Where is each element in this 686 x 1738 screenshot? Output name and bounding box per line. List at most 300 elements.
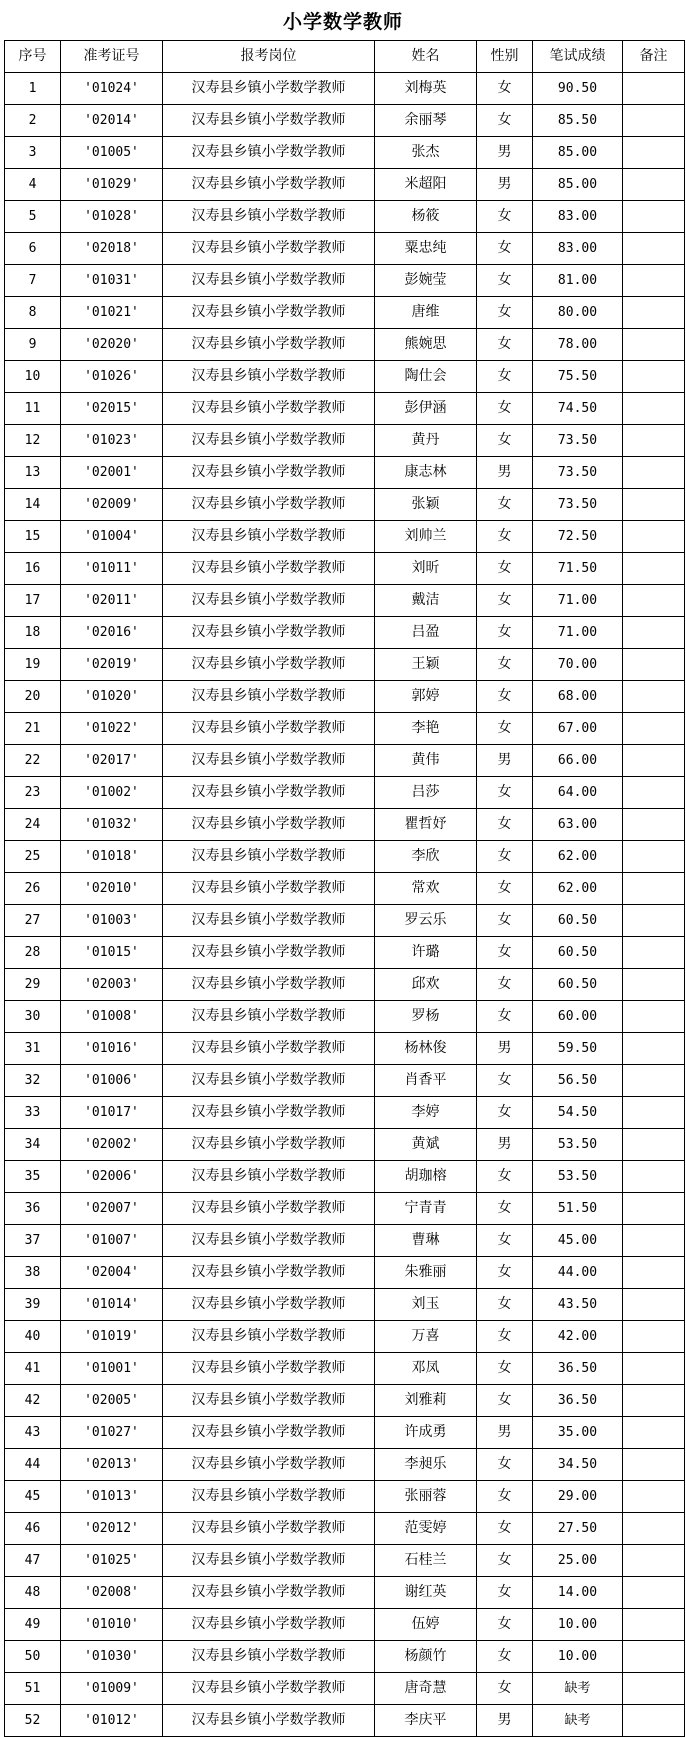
cell-index: 38	[5, 1257, 61, 1289]
cell-remarks	[623, 329, 685, 361]
cell-gender: 女	[477, 873, 533, 905]
cell-score: 85.00	[533, 137, 623, 169]
cell-ticket-number: '02005'	[61, 1385, 163, 1417]
cell-remarks	[623, 265, 685, 297]
table-row	[5, 1289, 685, 1321]
cell-index: 2	[5, 105, 61, 137]
cell-remarks	[623, 873, 685, 905]
cell-ticket-number: '02002'	[61, 1129, 163, 1161]
cell-score: 74.50	[533, 393, 623, 425]
cell-score: 54.50	[533, 1097, 623, 1129]
cell-remarks	[623, 1257, 685, 1289]
table-row	[5, 1417, 685, 1449]
table-row	[5, 969, 685, 1001]
cell-gender: 女	[477, 553, 533, 585]
cell-name: 黄伟	[375, 745, 477, 777]
cell-gender: 男	[477, 1705, 533, 1737]
cell-post: 汉寿县乡镇小学数学教师	[163, 809, 375, 841]
table-row	[5, 265, 685, 297]
cell-name: 郭婷	[375, 681, 477, 713]
table-row	[5, 1129, 685, 1161]
cell-post: 汉寿县乡镇小学数学教师	[163, 1001, 375, 1033]
cell-gender: 女	[477, 585, 533, 617]
table-row	[5, 1321, 685, 1353]
cell-index: 33	[5, 1097, 61, 1129]
cell-post: 汉寿县乡镇小学数学教师	[163, 1641, 375, 1673]
cell-ticket-number: '01021'	[61, 297, 163, 329]
cell-index: 40	[5, 1321, 61, 1353]
cell-gender: 男	[477, 1033, 533, 1065]
cell-ticket-number: '02013'	[61, 1449, 163, 1481]
cell-name: 杨林俊	[375, 1033, 477, 1065]
cell-remarks	[623, 1161, 685, 1193]
cell-name: 李昶乐	[375, 1449, 477, 1481]
cell-name: 李婷	[375, 1097, 477, 1129]
table-row	[5, 1065, 685, 1097]
cell-index: 22	[5, 745, 61, 777]
cell-name: 陶仕会	[375, 361, 477, 393]
cell-ticket-number: '01017'	[61, 1097, 163, 1129]
cell-score: 73.50	[533, 425, 623, 457]
cell-score: 10.00	[533, 1641, 623, 1673]
cell-remarks	[623, 361, 685, 393]
cell-ticket-number: '02016'	[61, 617, 163, 649]
cell-score: 68.00	[533, 681, 623, 713]
cell-index: 11	[5, 393, 61, 425]
cell-index: 45	[5, 1481, 61, 1513]
cell-index: 28	[5, 937, 61, 969]
cell-post: 汉寿县乡镇小学数学教师	[163, 1065, 375, 1097]
header-index: 序号	[5, 41, 61, 73]
cell-score: 53.50	[533, 1129, 623, 1161]
cell-score: 43.50	[533, 1289, 623, 1321]
cell-index: 26	[5, 873, 61, 905]
cell-post: 汉寿县乡镇小学数学教师	[163, 1673, 375, 1705]
table-row	[5, 1481, 685, 1513]
cell-post: 汉寿县乡镇小学数学教师	[163, 1481, 375, 1513]
cell-post: 汉寿县乡镇小学数学教师	[163, 393, 375, 425]
cell-name: 彭婉莹	[375, 265, 477, 297]
cell-score: 45.00	[533, 1225, 623, 1257]
cell-name: 米超阳	[375, 169, 477, 201]
cell-score: 62.00	[533, 841, 623, 873]
table-row	[5, 1609, 685, 1641]
cell-ticket-number: '01005'	[61, 137, 163, 169]
cell-score: 67.00	[533, 713, 623, 745]
cell-name: 许成勇	[375, 1417, 477, 1449]
cell-post: 汉寿县乡镇小学数学教师	[163, 457, 375, 489]
cell-index: 16	[5, 553, 61, 585]
table-row	[5, 873, 685, 905]
cell-ticket-number: '01008'	[61, 1001, 163, 1033]
cell-ticket-number: '02008'	[61, 1577, 163, 1609]
cell-index: 19	[5, 649, 61, 681]
cell-remarks	[623, 489, 685, 521]
cell-name: 李艳	[375, 713, 477, 745]
cell-ticket-number: '02014'	[61, 105, 163, 137]
cell-ticket-number: '01015'	[61, 937, 163, 969]
table-row	[5, 1705, 685, 1737]
cell-ticket-number: '01022'	[61, 713, 163, 745]
cell-score: 14.00	[533, 1577, 623, 1609]
cell-ticket-number: '01029'	[61, 169, 163, 201]
table-row	[5, 425, 685, 457]
cell-ticket-number: '01016'	[61, 1033, 163, 1065]
cell-remarks	[623, 1225, 685, 1257]
cell-post: 汉寿县乡镇小学数学教师	[163, 169, 375, 201]
cell-score: 59.50	[533, 1033, 623, 1065]
cell-remarks	[623, 617, 685, 649]
cell-ticket-number: '01012'	[61, 1705, 163, 1737]
cell-remarks	[623, 137, 685, 169]
cell-name: 许璐	[375, 937, 477, 969]
table-row	[5, 201, 685, 233]
cell-post: 汉寿县乡镇小学数学教师	[163, 1289, 375, 1321]
cell-ticket-number: '01024'	[61, 73, 163, 105]
cell-name: 张丽蓉	[375, 1481, 477, 1513]
cell-index: 13	[5, 457, 61, 489]
cell-gender: 女	[477, 521, 533, 553]
table-row	[5, 1257, 685, 1289]
cell-gender: 女	[477, 969, 533, 1001]
cell-index: 35	[5, 1161, 61, 1193]
cell-remarks	[623, 233, 685, 265]
cell-score: 51.50	[533, 1193, 623, 1225]
cell-index: 5	[5, 201, 61, 233]
cell-name: 黄斌	[375, 1129, 477, 1161]
cell-index: 25	[5, 841, 61, 873]
table-row	[5, 1001, 685, 1033]
cell-remarks	[623, 1193, 685, 1225]
cell-ticket-number: '01011'	[61, 553, 163, 585]
cell-post: 汉寿县乡镇小学数学教师	[163, 1257, 375, 1289]
cell-post: 汉寿县乡镇小学数学教师	[163, 73, 375, 105]
cell-index: 46	[5, 1513, 61, 1545]
cell-ticket-number: '02012'	[61, 1513, 163, 1545]
cell-post: 汉寿县乡镇小学数学教师	[163, 1513, 375, 1545]
cell-score: 71.50	[533, 553, 623, 585]
cell-name: 罗杨	[375, 1001, 477, 1033]
cell-ticket-number: '02010'	[61, 873, 163, 905]
table-row	[5, 1097, 685, 1129]
cell-name: 万喜	[375, 1321, 477, 1353]
cell-remarks	[623, 105, 685, 137]
cell-index: 8	[5, 297, 61, 329]
cell-gender: 女	[477, 1609, 533, 1641]
cell-score: 34.50	[533, 1449, 623, 1481]
cell-remarks	[623, 905, 685, 937]
cell-gender: 女	[477, 1577, 533, 1609]
cell-gender: 女	[477, 617, 533, 649]
cell-gender: 男	[477, 1417, 533, 1449]
cell-score: 66.00	[533, 745, 623, 777]
cell-score: 29.00	[533, 1481, 623, 1513]
cell-ticket-number: '01028'	[61, 201, 163, 233]
header-ticket-number: 准考证号	[61, 41, 163, 73]
cell-ticket-number: '01006'	[61, 1065, 163, 1097]
cell-gender: 女	[477, 1289, 533, 1321]
table-row	[5, 1513, 685, 1545]
cell-name: 石桂兰	[375, 1545, 477, 1577]
cell-post: 汉寿县乡镇小学数学教师	[163, 137, 375, 169]
cell-name: 唐奇慧	[375, 1673, 477, 1705]
cell-remarks	[623, 713, 685, 745]
cell-post: 汉寿县乡镇小学数学教师	[163, 649, 375, 681]
cell-score: 63.00	[533, 809, 623, 841]
cell-index: 24	[5, 809, 61, 841]
cell-post: 汉寿县乡镇小学数学教师	[163, 1161, 375, 1193]
cell-gender: 男	[477, 169, 533, 201]
table-row	[5, 1225, 685, 1257]
table-row	[5, 137, 685, 169]
cell-ticket-number: '02018'	[61, 233, 163, 265]
cell-name: 吕盈	[375, 617, 477, 649]
cell-score: 71.00	[533, 585, 623, 617]
cell-name: 王颖	[375, 649, 477, 681]
cell-post: 汉寿县乡镇小学数学教师	[163, 329, 375, 361]
table-row	[5, 649, 685, 681]
cell-ticket-number: '02015'	[61, 393, 163, 425]
cell-ticket-number: '01004'	[61, 521, 163, 553]
table-row	[5, 681, 685, 713]
cell-post: 汉寿县乡镇小学数学教师	[163, 233, 375, 265]
cell-ticket-number: '02007'	[61, 1193, 163, 1225]
cell-score: 25.00	[533, 1545, 623, 1577]
cell-gender: 女	[477, 1193, 533, 1225]
cell-name: 余丽琴	[375, 105, 477, 137]
cell-name: 邓凤	[375, 1353, 477, 1385]
cell-index: 18	[5, 617, 61, 649]
cell-name: 戴洁	[375, 585, 477, 617]
cell-score: 83.00	[533, 233, 623, 265]
cell-gender: 女	[477, 265, 533, 297]
cell-name: 伍婷	[375, 1609, 477, 1641]
table-row	[5, 1161, 685, 1193]
table-row	[5, 1673, 685, 1705]
cell-remarks	[623, 1129, 685, 1161]
cell-remarks	[623, 1001, 685, 1033]
cell-index: 14	[5, 489, 61, 521]
cell-name: 唐维	[375, 297, 477, 329]
cell-index: 10	[5, 361, 61, 393]
table-title: 小学数学教师	[282, 10, 403, 33]
cell-name: 杨颜竹	[375, 1641, 477, 1673]
cell-index: 21	[5, 713, 61, 745]
cell-gender: 女	[477, 393, 533, 425]
cell-name: 朱雅丽	[375, 1257, 477, 1289]
cell-remarks	[623, 1097, 685, 1129]
cell-post: 汉寿县乡镇小学数学教师	[163, 873, 375, 905]
cell-score: 62.00	[533, 873, 623, 905]
cell-remarks	[623, 649, 685, 681]
table-row	[5, 713, 685, 745]
cell-name: 杨筱	[375, 201, 477, 233]
cell-name: 刘昕	[375, 553, 477, 585]
cell-index: 1	[5, 73, 61, 105]
cell-post: 汉寿县乡镇小学数学教师	[163, 489, 375, 521]
cell-index: 30	[5, 1001, 61, 1033]
header-remarks: 备注	[623, 41, 685, 73]
cell-ticket-number: '01007'	[61, 1225, 163, 1257]
cell-gender: 女	[477, 489, 533, 521]
cell-name: 罗云乐	[375, 905, 477, 937]
cell-ticket-number: '01002'	[61, 777, 163, 809]
cell-score: 80.00	[533, 297, 623, 329]
cell-ticket-number: '01025'	[61, 1545, 163, 1577]
cell-score: 60.50	[533, 905, 623, 937]
cell-gender: 女	[477, 1673, 533, 1705]
table-row	[5, 905, 685, 937]
cell-score: 缺考	[533, 1673, 623, 1705]
cell-remarks	[623, 1673, 685, 1705]
cell-score: 78.00	[533, 329, 623, 361]
cell-name: 张杰	[375, 137, 477, 169]
table-row	[5, 553, 685, 585]
cell-gender: 女	[477, 1161, 533, 1193]
cell-post: 汉寿县乡镇小学数学教师	[163, 1609, 375, 1641]
header-name: 姓名	[375, 41, 477, 73]
header-gender: 性别	[477, 41, 533, 73]
header-score: 笔试成绩	[533, 41, 623, 73]
cell-index: 51	[5, 1673, 61, 1705]
cell-ticket-number: '02017'	[61, 745, 163, 777]
cell-remarks	[623, 1353, 685, 1385]
cell-ticket-number: '01001'	[61, 1353, 163, 1385]
cell-post: 汉寿县乡镇小学数学教师	[163, 297, 375, 329]
cell-ticket-number: '01018'	[61, 841, 163, 873]
cell-score: 缺考	[533, 1705, 623, 1737]
cell-post: 汉寿县乡镇小学数学教师	[163, 265, 375, 297]
cell-ticket-number: '02011'	[61, 585, 163, 617]
cell-name: 刘梅英	[375, 73, 477, 105]
cell-remarks	[623, 1513, 685, 1545]
cell-score: 35.00	[533, 1417, 623, 1449]
cell-name: 常欢	[375, 873, 477, 905]
table-row	[5, 105, 685, 137]
cell-score: 85.00	[533, 169, 623, 201]
cell-ticket-number: '02001'	[61, 457, 163, 489]
table-row	[5, 297, 685, 329]
cell-remarks	[623, 1033, 685, 1065]
cell-index: 48	[5, 1577, 61, 1609]
cell-score: 73.50	[533, 489, 623, 521]
cell-post: 汉寿县乡镇小学数学教师	[163, 777, 375, 809]
cell-name: 瞿哲妤	[375, 809, 477, 841]
cell-name: 刘玉	[375, 1289, 477, 1321]
cell-post: 汉寿县乡镇小学数学教师	[163, 361, 375, 393]
cell-remarks	[623, 809, 685, 841]
table-row	[5, 1353, 685, 1385]
cell-gender: 女	[477, 1385, 533, 1417]
cell-post: 汉寿县乡镇小学数学教师	[163, 1225, 375, 1257]
cell-ticket-number: '02020'	[61, 329, 163, 361]
table-row	[5, 745, 685, 777]
cell-index: 39	[5, 1289, 61, 1321]
cell-index: 20	[5, 681, 61, 713]
cell-score: 27.50	[533, 1513, 623, 1545]
cell-index: 29	[5, 969, 61, 1001]
cell-score: 60.00	[533, 1001, 623, 1033]
cell-gender: 男	[477, 1129, 533, 1161]
cell-gender: 女	[477, 1257, 533, 1289]
table-row	[5, 329, 685, 361]
cell-post: 汉寿县乡镇小学数学教师	[163, 1129, 375, 1161]
cell-score: 81.00	[533, 265, 623, 297]
cell-score: 85.50	[533, 105, 623, 137]
cell-score: 70.00	[533, 649, 623, 681]
cell-post: 汉寿县乡镇小学数学教师	[163, 681, 375, 713]
cell-remarks	[623, 1705, 685, 1737]
cell-score: 60.50	[533, 937, 623, 969]
cell-gender: 女	[477, 1449, 533, 1481]
cell-remarks	[623, 169, 685, 201]
cell-score: 73.50	[533, 457, 623, 489]
cell-gender: 女	[477, 1065, 533, 1097]
table-row	[5, 361, 685, 393]
table-row	[5, 393, 685, 425]
cell-remarks	[623, 1481, 685, 1513]
cell-post: 汉寿县乡镇小学数学教师	[163, 201, 375, 233]
cell-ticket-number: '02009'	[61, 489, 163, 521]
cell-score: 60.50	[533, 969, 623, 1001]
cell-gender: 女	[477, 809, 533, 841]
cell-gender: 男	[477, 457, 533, 489]
cell-gender: 女	[477, 937, 533, 969]
cell-remarks	[623, 585, 685, 617]
cell-gender: 女	[477, 713, 533, 745]
cell-post: 汉寿县乡镇小学数学教师	[163, 1353, 375, 1385]
cell-index: 34	[5, 1129, 61, 1161]
cell-index: 27	[5, 905, 61, 937]
table-row	[5, 233, 685, 265]
cell-score: 75.50	[533, 361, 623, 393]
cell-index: 47	[5, 1545, 61, 1577]
cell-index: 52	[5, 1705, 61, 1737]
cell-name: 邱欢	[375, 969, 477, 1001]
cell-post: 汉寿县乡镇小学数学教师	[163, 1033, 375, 1065]
cell-score: 36.50	[533, 1385, 623, 1417]
cell-remarks	[623, 1641, 685, 1673]
cell-ticket-number: '01027'	[61, 1417, 163, 1449]
table-row	[5, 841, 685, 873]
cell-post: 汉寿县乡镇小学数学教师	[163, 1321, 375, 1353]
table-row	[5, 1449, 685, 1481]
cell-remarks	[623, 1449, 685, 1481]
cell-index: 23	[5, 777, 61, 809]
cell-post: 汉寿县乡镇小学数学教师	[163, 1193, 375, 1225]
cell-remarks	[623, 937, 685, 969]
cell-name: 粟忠纯	[375, 233, 477, 265]
table-row	[5, 937, 685, 969]
cell-remarks	[623, 1321, 685, 1353]
cell-remarks	[623, 393, 685, 425]
cell-remarks	[623, 969, 685, 1001]
cell-index: 42	[5, 1385, 61, 1417]
table-row	[5, 489, 685, 521]
cell-gender: 男	[477, 137, 533, 169]
cell-score: 10.00	[533, 1609, 623, 1641]
cell-remarks	[623, 1609, 685, 1641]
cell-ticket-number: '01014'	[61, 1289, 163, 1321]
cell-score: 36.50	[533, 1353, 623, 1385]
cell-ticket-number: '01026'	[61, 361, 163, 393]
cell-index: 4	[5, 169, 61, 201]
cell-ticket-number: '01023'	[61, 425, 163, 457]
cell-gender: 男	[477, 745, 533, 777]
cell-name: 宁青青	[375, 1193, 477, 1225]
cell-ticket-number: '01010'	[61, 1609, 163, 1641]
cell-remarks	[623, 457, 685, 489]
